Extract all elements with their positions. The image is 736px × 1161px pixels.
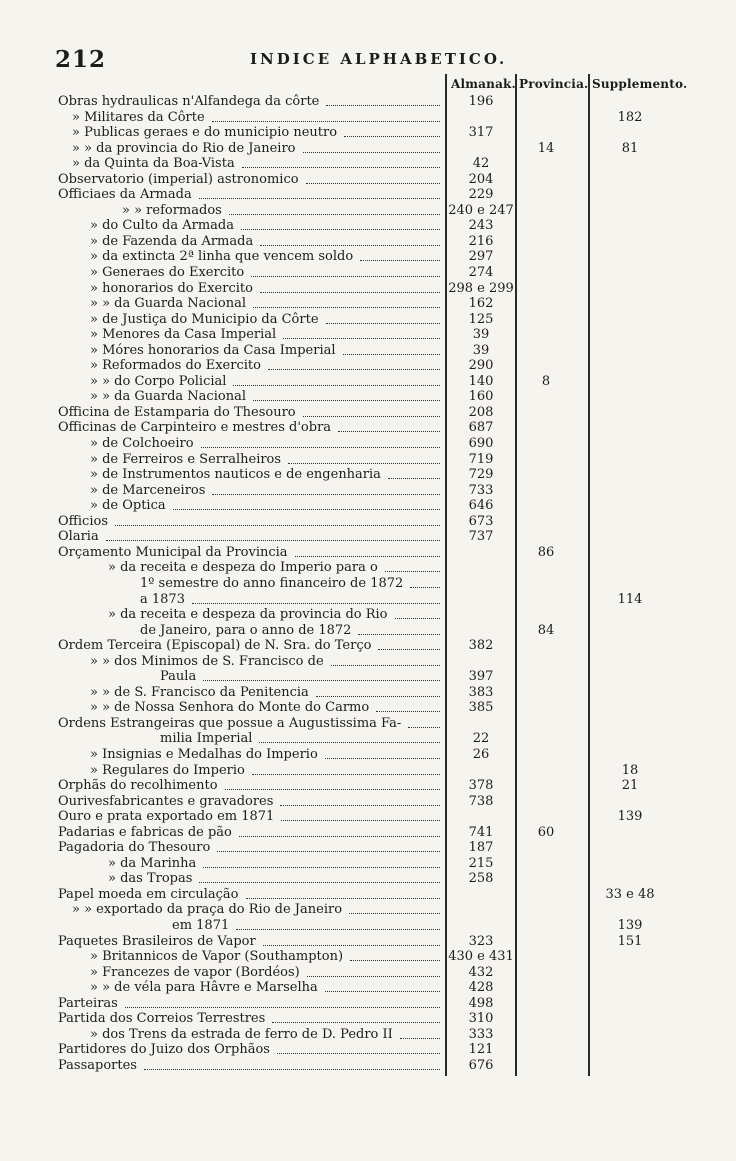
entry-text: Ordem Terceira (Episcopal) de N. Sra. do Terço <box>58 638 374 653</box>
entry-text: » » de S. Francisco da Penitencia <box>90 685 312 700</box>
entry-text: » do Culto da Armada <box>90 218 237 233</box>
entry-text: Ordens Estrangeiras que possue a Augustissima Fa- <box>58 716 404 731</box>
page-ref-provincia: 84 <box>537 622 555 638</box>
page-ref-almanak: 690 <box>468 436 494 452</box>
entry-label <box>90 296 440 312</box>
index-row <box>0 731 736 747</box>
index-row <box>0 996 736 1012</box>
page-ref-almanak: 382 <box>468 638 494 654</box>
entry-text: Orphãs do recolhimento <box>58 778 221 793</box>
entry-label <box>58 187 440 203</box>
page-ref-almanak: 229 <box>468 187 494 203</box>
entry-label <box>90 374 440 390</box>
index-row <box>0 700 736 716</box>
entry-text: Officiaes da Armada <box>58 187 195 202</box>
index-row <box>0 296 736 312</box>
entry-text: » » da Guarda Nacional <box>90 389 249 404</box>
entry-text: Officios <box>58 514 111 529</box>
entry-text: » de Colchoeiro <box>90 436 197 451</box>
index-row <box>0 560 736 576</box>
entry-label <box>58 778 440 794</box>
entry-label <box>72 125 440 141</box>
entry-label <box>108 560 440 576</box>
index-row <box>0 607 736 623</box>
entry-label <box>90 483 440 499</box>
page-ref-supplemento: 151 <box>617 933 643 949</box>
page-ref-almanak: 297 <box>468 249 494 265</box>
page-ref-supplemento: 21 <box>621 778 639 794</box>
entry-label <box>160 669 440 685</box>
entry-label <box>90 281 440 297</box>
entry-text: Officina de Estamparia do Thesouro <box>58 405 299 420</box>
index-row <box>0 374 736 390</box>
page-ref-almanak: 737 <box>468 529 494 545</box>
entry-text: a 1873 <box>140 592 188 607</box>
index-row <box>0 685 736 701</box>
entry-text: Orçamento Municipal da Provincia <box>58 545 291 560</box>
page-ref-almanak: 428 <box>468 980 494 996</box>
index-row <box>0 420 736 436</box>
page-ref-provincia: 86 <box>537 544 555 560</box>
entry-label <box>90 700 440 716</box>
entry-text: » dos Trens da estrada de ferro de D. Pedro II <box>90 1027 396 1042</box>
entry-text: de Janeiro, para o anno de 1872 <box>140 623 354 638</box>
index-row <box>0 203 736 219</box>
index-row <box>0 281 736 297</box>
page-ref-supplemento: 139 <box>617 917 643 933</box>
page-ref-almanak: 687 <box>468 420 494 436</box>
entry-text: » da Quinta da Boa-Vista <box>72 156 238 171</box>
entry-text: Partidores do Juizo dos Orphãos <box>58 1042 273 1057</box>
entry-label <box>90 389 440 405</box>
page-ref-almanak: 676 <box>468 1057 494 1073</box>
page-ref-almanak: 39 <box>472 327 490 343</box>
index-row <box>0 965 736 981</box>
page-ref-almanak: 317 <box>468 125 494 141</box>
page-ref-provincia: 8 <box>541 373 551 389</box>
entry-text: » de Instrumentos nauticos e de engenharia <box>90 467 384 482</box>
page-ref-almanak: 673 <box>468 513 494 529</box>
entry-label <box>90 249 440 265</box>
index-row <box>0 638 736 654</box>
entry-label <box>90 467 440 483</box>
index-row <box>0 763 736 779</box>
entry-text: » da extincta 2ª linha que vencem soldo <box>90 249 356 264</box>
index-row <box>0 934 736 950</box>
index-row <box>0 840 736 856</box>
entry-label <box>72 902 440 918</box>
entry-text: milia Imperial <box>160 731 255 746</box>
entry-text: » Regulares do Imperio <box>90 763 248 778</box>
index-row <box>0 405 736 421</box>
page-ref-almanak: 204 <box>468 171 494 187</box>
entry-text: » » da Guarda Nacional <box>90 296 249 311</box>
index-row <box>0 1011 736 1027</box>
index-row <box>0 545 736 561</box>
entry-text: Observatorio (imperial) astronomico <box>58 172 302 187</box>
entry-text: » Francezes de vapor (Bordéos) <box>90 965 303 980</box>
page-ref-almanak: 397 <box>468 669 494 685</box>
index-row <box>0 778 736 794</box>
page-ref-almanak: 498 <box>468 995 494 1011</box>
entry-text: Paquetes Brasileiros de Vapor <box>58 934 259 949</box>
index-row <box>0 156 736 172</box>
index-row <box>0 825 736 841</box>
entry-label <box>58 1042 440 1058</box>
index-row <box>0 716 736 732</box>
page-number: 212 <box>55 46 107 73</box>
page-ref-almanak: 741 <box>468 824 494 840</box>
entry-label <box>140 592 440 608</box>
index-row <box>0 312 736 328</box>
entry-label <box>58 545 440 561</box>
index-row <box>0 265 736 281</box>
entry-text: 1º semestre do anno financeiro de 1872 <box>140 576 406 591</box>
entry-text: » de Ferreiros e Serralheiros <box>90 452 284 467</box>
index-row <box>0 218 736 234</box>
index-row <box>0 94 736 110</box>
index-row <box>0 358 736 374</box>
entry-text: » honorarios do Exercito <box>90 281 256 296</box>
entry-label <box>90 763 440 779</box>
entry-text: Padarias e fabricas de pão <box>58 825 235 840</box>
entry-label <box>90 685 440 701</box>
page-ref-almanak: 140 <box>468 373 494 389</box>
page-ref-almanak: 22 <box>472 731 490 747</box>
entry-text: » » exportado da praça do Rio de Janeiro <box>72 902 345 917</box>
entry-label <box>90 949 440 965</box>
index-row <box>0 794 736 810</box>
entry-label <box>160 731 440 747</box>
entry-text: » de Fazenda da Armada <box>90 234 256 249</box>
entry-label <box>58 825 440 841</box>
page-ref-almanak: 290 <box>468 358 494 374</box>
entry-text: » Publicas geraes e do municipio neutro <box>72 125 340 140</box>
page-ref-almanak: 125 <box>468 311 494 327</box>
index-row <box>0 856 736 872</box>
page-ref-supplemento: 33 e 48 <box>605 886 655 902</box>
page-ref-almanak: 729 <box>468 467 494 483</box>
index-row <box>0 980 736 996</box>
entry-label <box>58 638 440 654</box>
entry-text: » Generaes do Exercito <box>90 265 247 280</box>
page-ref-almanak: 160 <box>468 389 494 405</box>
entry-label <box>140 576 440 592</box>
entry-text: » das Tropas <box>108 871 195 886</box>
page-ref-almanak: 430 e 431 <box>448 949 514 965</box>
index-row <box>0 918 736 934</box>
entry-label <box>108 607 440 623</box>
entry-text: » de Optica <box>90 498 169 513</box>
entry-text: Parteiras <box>58 996 121 1011</box>
index-row <box>0 172 736 188</box>
entry-label <box>90 980 440 996</box>
page-ref-provincia: 14 <box>537 140 555 156</box>
index-row <box>0 576 736 592</box>
entry-label <box>90 452 440 468</box>
entry-label <box>58 94 440 110</box>
entry-text: Paula <box>160 669 199 684</box>
index-row <box>0 623 736 639</box>
page-ref-almanak: 310 <box>468 1011 494 1027</box>
page-ref-supplemento: 182 <box>617 109 643 125</box>
page-ref-almanak: 323 <box>468 933 494 949</box>
entry-text: » da Marinha <box>108 856 199 871</box>
page-ref-almanak: 162 <box>468 296 494 312</box>
entry-label <box>58 996 440 1012</box>
entry-label <box>90 218 440 234</box>
index-row <box>0 187 736 203</box>
entry-text: » » reformados <box>122 203 225 218</box>
page-ref-supplemento: 18 <box>621 762 639 778</box>
index-row <box>0 498 736 514</box>
index-row <box>0 125 736 141</box>
entry-label <box>72 141 440 157</box>
entry-label <box>58 1011 440 1027</box>
page-ref-almanak: 383 <box>468 684 494 700</box>
entry-text: Passaportes <box>58 1058 140 1073</box>
index-row <box>0 669 736 685</box>
index-row <box>0 436 736 452</box>
index-row <box>0 747 736 763</box>
page-ref-almanak: 378 <box>468 778 494 794</box>
entry-label <box>58 809 440 825</box>
index-row <box>0 592 736 608</box>
index-row <box>0 871 736 887</box>
entry-label <box>72 156 440 172</box>
entry-label <box>58 514 440 530</box>
entry-label <box>58 934 440 950</box>
entry-text: Partida dos Correios Terrestres <box>58 1011 268 1026</box>
index-row <box>0 902 736 918</box>
entry-label <box>90 265 440 281</box>
entry-label <box>58 405 440 421</box>
entry-label <box>122 203 440 219</box>
entry-text: » » de Nossa Senhora do Monte do Carmo <box>90 700 372 715</box>
index-row <box>0 483 736 499</box>
entry-text: Papel moeda em circulação <box>58 887 242 902</box>
entry-label <box>140 623 440 639</box>
entry-label <box>58 1058 440 1074</box>
column-header-supplemento: Supplemento. <box>592 77 688 91</box>
page-title: INDICE ALPHABETICO. <box>250 50 508 68</box>
entry-label <box>58 529 440 545</box>
entry-label <box>58 716 440 732</box>
entry-label <box>90 965 440 981</box>
index-row <box>0 343 736 359</box>
page-ref-almanak: 42 <box>472 156 490 172</box>
entry-text: » » da provincia do Rio de Janeiro <box>72 141 299 156</box>
entry-label <box>90 1027 440 1043</box>
index-row <box>0 141 736 157</box>
page-ref-almanak: 215 <box>468 855 494 871</box>
entry-text: » » de véla para Hâvre e Marselha <box>90 980 321 995</box>
column-header-almanak: Almanak. <box>451 77 516 91</box>
entry-label <box>58 840 440 856</box>
entry-label <box>58 172 440 188</box>
entry-label <box>90 343 440 359</box>
entry-text: » » dos Minimos de S. Francisco de <box>90 654 327 669</box>
entry-label <box>90 358 440 374</box>
index-row <box>0 654 736 670</box>
index-row <box>0 1058 736 1074</box>
page-ref-almanak: 274 <box>468 265 494 281</box>
index-row <box>0 887 736 903</box>
index-row <box>0 389 736 405</box>
entry-text: » Reformados do Exercito <box>90 358 264 373</box>
entry-text: Ourivesfabricantes e gravadores <box>58 794 276 809</box>
page-ref-almanak: 646 <box>468 498 494 514</box>
index-row <box>0 949 736 965</box>
entry-text: » Militares da Côrte <box>72 110 208 125</box>
page-ref-almanak: 216 <box>468 233 494 249</box>
entry-text: » Menores da Casa Imperial <box>90 327 279 342</box>
entry-text: em 1871 <box>172 918 232 933</box>
entry-text: » » do Corpo Policial <box>90 374 229 389</box>
entry-label <box>72 110 440 126</box>
entry-label <box>172 918 440 934</box>
page-ref-almanak: 39 <box>472 342 490 358</box>
entry-label <box>90 234 440 250</box>
entry-label <box>90 327 440 343</box>
entry-text: » da receita e despeza do Imperio para o <box>108 560 381 575</box>
entry-label <box>90 654 440 670</box>
page-ref-almanak: 719 <box>468 451 494 467</box>
index-row <box>0 1042 736 1058</box>
page-ref-almanak: 196 <box>468 94 494 109</box>
entry-text: » Móres honorarios da Casa Imperial <box>90 343 339 358</box>
column-header-provincia: Provincia. <box>519 77 589 91</box>
index-row <box>0 467 736 483</box>
page-ref-almanak: 208 <box>468 404 494 420</box>
entry-label <box>90 436 440 452</box>
page-ref-almanak: 240 e 247 <box>448 202 514 218</box>
page-ref-supplemento: 114 <box>617 591 643 607</box>
page-ref-almanak: 738 <box>468 793 494 809</box>
entry-label <box>108 871 440 887</box>
entry-label <box>90 747 440 763</box>
entry-label <box>58 420 440 436</box>
index-row <box>0 110 736 126</box>
index-row <box>0 529 736 545</box>
page-ref-supplemento: 81 <box>621 140 639 156</box>
page-ref-almanak: 187 <box>468 840 494 856</box>
page-ref-almanak: 432 <box>468 964 494 980</box>
page-ref-almanak: 298 e 299 <box>448 280 514 296</box>
index-row <box>0 249 736 265</box>
page-ref-supplemento: 139 <box>617 809 643 825</box>
index-entries <box>0 94 736 1073</box>
entry-label <box>108 856 440 872</box>
index-row <box>0 514 736 530</box>
index-row <box>0 327 736 343</box>
index-row <box>0 234 736 250</box>
entry-label <box>90 498 440 514</box>
page-ref-almanak: 26 <box>472 746 490 762</box>
entry-text: Olaria <box>58 529 102 544</box>
entry-text: Officinas de Carpinteiro e mestres d'obra <box>58 420 334 435</box>
page-ref-almanak: 258 <box>468 871 494 887</box>
entry-text: » Insignias e Medalhas do Imperio <box>90 747 321 762</box>
index-row <box>0 1027 736 1043</box>
entry-label <box>58 887 440 903</box>
entry-text: » da receita e despeza da provincia do Rio <box>108 607 391 622</box>
page-ref-almanak: 333 <box>468 1026 494 1042</box>
page-ref-provincia: 60 <box>537 824 555 840</box>
entry-text: » de Justiça do Municipio da Côrte <box>90 312 322 327</box>
entry-text: Ouro e prata exportado em 1871 <box>58 809 277 824</box>
entry-text: Obras hydraulicas n'Alfandega da côrte <box>58 94 322 109</box>
entry-label <box>58 794 440 810</box>
page-ref-almanak: 243 <box>468 218 494 234</box>
entry-text: Pagadoria do Thesouro <box>58 840 213 855</box>
index-row <box>0 452 736 468</box>
page-ref-almanak: 385 <box>468 700 494 716</box>
entry-text: » Britannicos de Vapor (Southampton) <box>90 949 346 964</box>
entry-label <box>90 312 440 328</box>
index-row <box>0 809 736 825</box>
page-ref-almanak: 121 <box>468 1042 494 1058</box>
entry-text: » de Marceneiros <box>90 483 208 498</box>
page-ref-almanak: 733 <box>468 482 494 498</box>
